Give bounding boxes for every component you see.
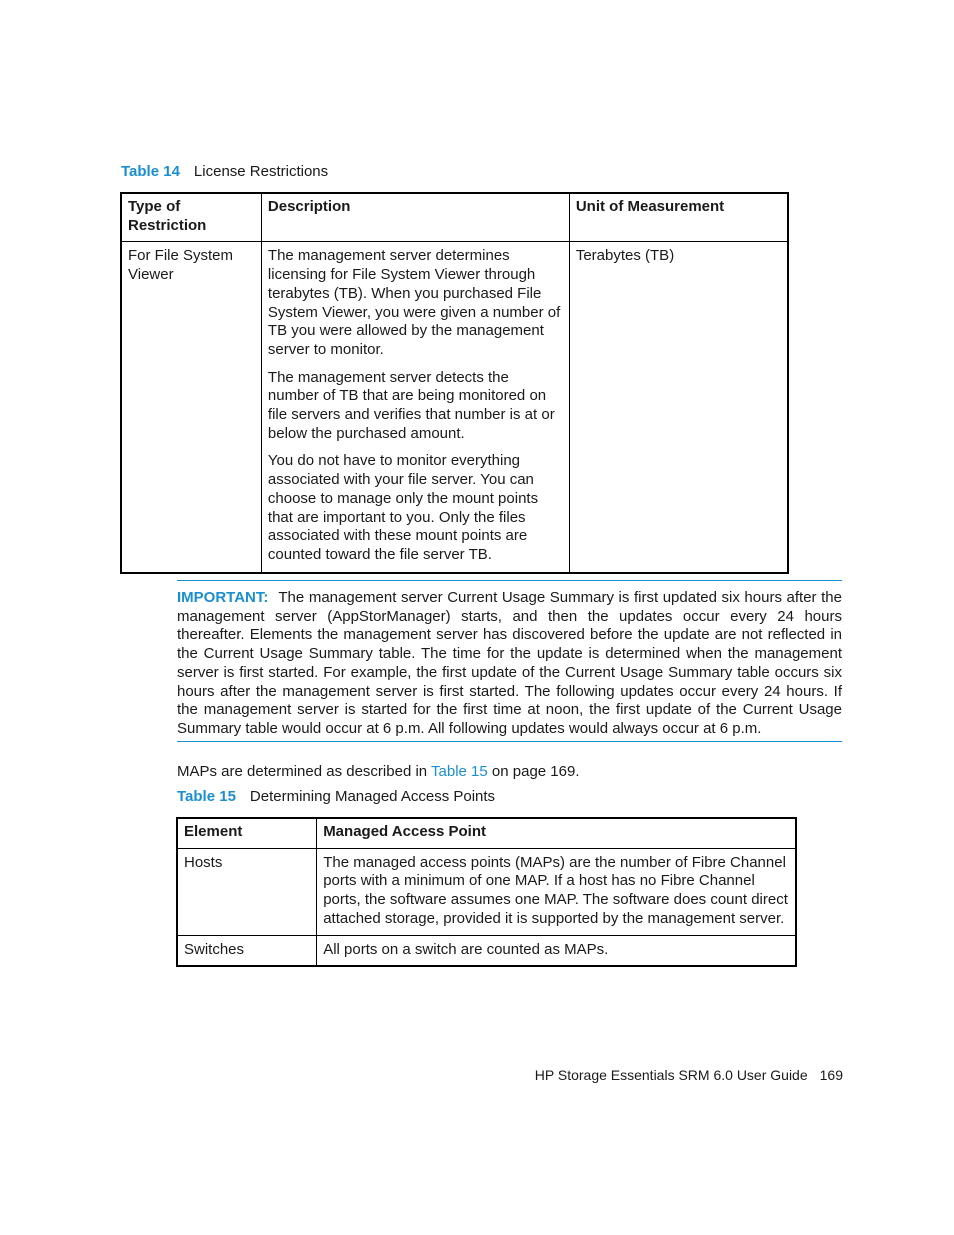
table-header-row: [121, 193, 788, 242]
description-paragraph: The management server determines licensing for File System Viewer through terabytes (TB). When you purchased File System Viewer, you were given a number of TB you were allowed by the management server to monitor.: [267, 247, 561, 358]
unit-cell: Terabytes (TB): [569, 242, 788, 573]
table14-number: Table 14: [121, 163, 180, 180]
table15-caption: [177, 788, 495, 805]
header-description: Description: [261, 193, 569, 242]
element-cell: Switches: [177, 935, 317, 966]
restriction-type-cell: For File System Viewer: [121, 242, 261, 573]
table-row: [177, 848, 796, 935]
header-unit-of-measurement: Unit of Measurement: [569, 193, 788, 242]
map-cell: The managed access points (MAPs) are the number of Fibre Channel ports with a minimum of one MAP. If a host has no Fibre Channel ports, the software assumes one MAP. The software does count direct attached storage, provided it is supported by the management server.: [317, 848, 796, 935]
header-managed-access-point: Managed Access Point: [317, 818, 796, 848]
important-note: [177, 580, 842, 742]
maps-text-before: MAPs are determined as described in: [177, 763, 428, 780]
description-paragraph: The management server detects the number of TB that are being monitored on file servers and verifies that number is at or below the purchased amount.: [267, 368, 555, 442]
maps-text-after: on page 169.: [491, 763, 580, 780]
header-element: Element: [177, 818, 317, 848]
description-paragraph: You do not have to monitor everything associated with your file server. You can choose to manage only the mount points that are important to you. Only the files associated with these mount points are counted toward the file server TB.: [267, 452, 539, 563]
table-row: [177, 935, 796, 966]
page-footer: [535, 1067, 843, 1083]
maps-paragraph: [177, 763, 580, 780]
table14-title: License Restrictions: [193, 163, 329, 180]
element-cell: Hosts: [177, 848, 317, 935]
description-cell: [261, 242, 569, 573]
table15-number: Table 15: [177, 788, 236, 805]
managed-access-points-table: [176, 817, 797, 967]
table15-title: Determining Managed Access Points: [249, 788, 496, 805]
header-type-of-restriction: Type of Restriction: [121, 193, 261, 242]
important-text: The management server Current Usage Summary is first updated six hours after the management server (AppStorManager) starts, and then the updates occur every 24 hours thereafter. Elements the management server has discovered before the update are not reflected in the Current Usage Summary table. The time for the update is determined when the management server is first started. For example, the first update of the Current Usage Summary table occurs six hours after the management server is first started. The following updates occur every 24 hours. If the management server is started for the first time at noon, the first update of the Current Usage Summary table would occur at 6 p.m. All following updates would always occur at 6 p.m.: [177, 589, 842, 737]
table-header-row: [177, 818, 796, 848]
table14-caption: [121, 163, 328, 180]
table15-link[interactable]: Table 15: [431, 763, 488, 780]
map-cell: All ports on a switch are counted as MAPs.: [317, 935, 796, 966]
license-restrictions-table: [120, 192, 789, 574]
important-label: IMPORTANT:: [177, 589, 269, 606]
table-row: [121, 242, 788, 573]
page-number: 169: [819, 1067, 843, 1083]
footer-guide-title: HP Storage Essentials SRM 6.0 User Guide: [534, 1067, 808, 1083]
